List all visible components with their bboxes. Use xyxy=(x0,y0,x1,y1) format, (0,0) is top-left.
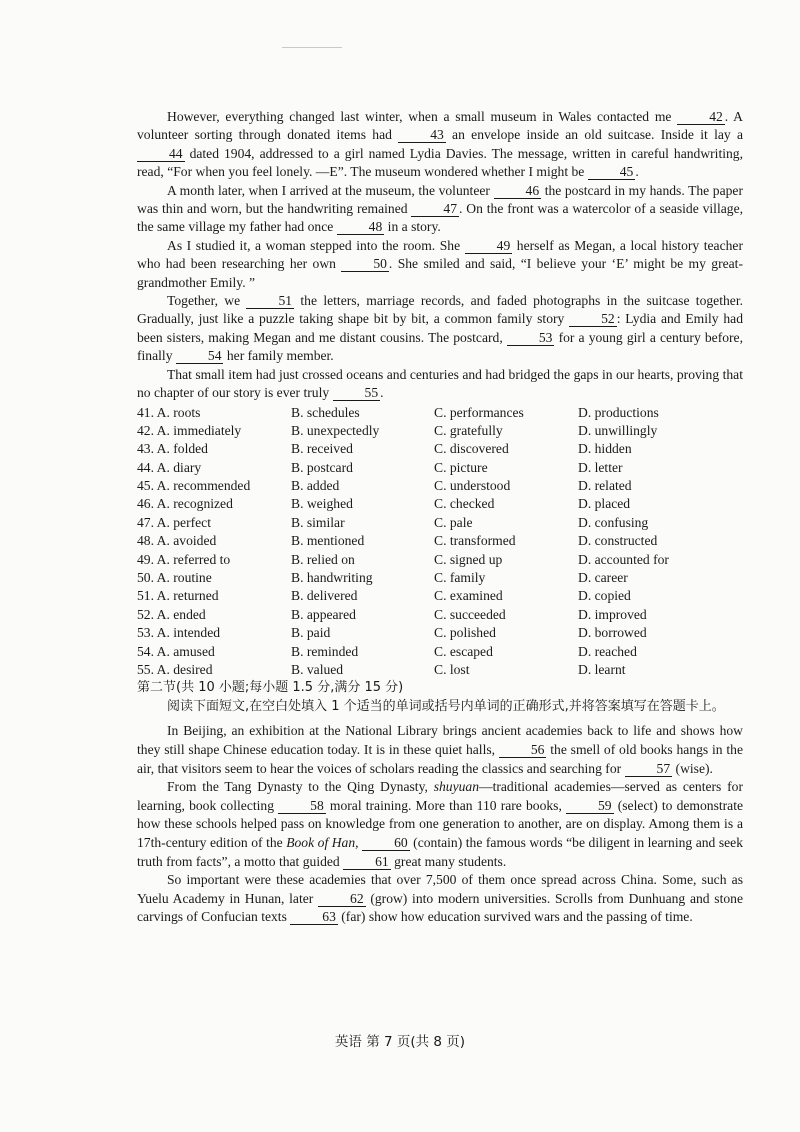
option-c: C. escaped xyxy=(434,643,493,659)
text: However, everything changed last winter, when a small museum in Wales contacted me xyxy=(167,109,678,124)
option-row xyxy=(137,440,743,458)
option-row xyxy=(137,404,743,422)
text: That small item had just crossed oceans and centuries and had bridged the gaps in our hearts, proving that no chapter of our story is ever truly xyxy=(137,366,743,401)
text: the postcard in my hands. The paper was thin and worn, but the handwriting remained xyxy=(137,182,743,217)
text: From the Tang Dynasty to the Qing Dynasty, xyxy=(167,779,434,795)
option-b: B. appeared xyxy=(291,606,356,622)
blank-51: 51 xyxy=(246,293,294,309)
grammar-paragraph-2 xyxy=(137,778,743,871)
blank-58: 58 xyxy=(278,798,326,814)
option-d: D. placed xyxy=(578,496,631,512)
option-c: C. discovered xyxy=(434,441,509,457)
option-a: 51. A. returned xyxy=(137,588,219,604)
text: dated 1904, addressed to a girl named Lydia Davies. The message, written in careful handwriting, read, “For when you feel lonely. —E”. The museum wondered whether I might be xyxy=(137,145,743,180)
text: her family member. xyxy=(223,348,334,364)
grammar-passage xyxy=(137,722,743,927)
blank-47: 47 xyxy=(411,201,459,217)
options-table xyxy=(137,404,743,680)
text: the smell of old books hangs in the air, that visitors seem to hear the voices of scholars reading the classics and searching for xyxy=(137,741,743,776)
text: great many students. xyxy=(390,853,507,869)
option-a: 49. A. referred to xyxy=(137,551,231,567)
option-a: 41. A. roots xyxy=(137,404,201,420)
blank-60: 60 xyxy=(362,835,410,851)
option-row xyxy=(137,661,743,679)
text: , xyxy=(355,834,363,850)
option-c: C. checked xyxy=(434,496,495,512)
text: an envelope inside an old suitcase. Inside it lay a xyxy=(445,127,743,143)
option-a: 42. A. immediately xyxy=(137,422,242,438)
option-row xyxy=(137,477,743,495)
blank-53: 53 xyxy=(507,330,555,346)
blank-46: 46 xyxy=(494,183,542,199)
option-b: B. paid xyxy=(291,625,331,641)
option-c: C. signed up xyxy=(434,551,503,567)
text: (far) show how education survived wars and the passing of time. xyxy=(337,909,693,925)
text: A month later, when I arrived at the museum, the volunteer xyxy=(167,182,494,198)
text: . xyxy=(380,385,384,401)
text: (grow) into modern universities. Scrolls from Dunhuang and stone carvings of Confucian texts xyxy=(137,890,743,925)
option-d: D. borrowed xyxy=(578,625,647,641)
option-d: D. productions xyxy=(578,404,659,420)
option-c: C. family xyxy=(434,570,486,586)
blank-63: 63 xyxy=(290,909,338,925)
option-c: C. transformed xyxy=(434,533,516,549)
blank-44: 44 xyxy=(137,146,185,162)
option-row xyxy=(137,643,743,661)
option-b: B. handwriting xyxy=(291,570,373,586)
section-instruction: 阅读下面短文,在空白处填入 1 个适当的单词或括号内单词的正确形式,并将答案填写在答题卡上。 xyxy=(167,698,725,714)
text: In Beijing, an exhibition at the National Library brings ancient academies back to life and shows how they still shape Chinese education today. It is in these quiet halls, xyxy=(137,723,743,757)
grammar-paragraph-3 xyxy=(137,871,743,927)
text: So important were these academies that over 7,500 of them once spread across China. Some, such as Yuelu Academy in Hunan, later xyxy=(137,872,743,906)
text: . A volunteer sorting through donated items had xyxy=(137,109,743,143)
option-row xyxy=(137,569,743,587)
option-a: 44. A. diary xyxy=(137,459,202,475)
cloze-paragraph-4 xyxy=(137,292,743,366)
blank-56: 56 xyxy=(499,742,547,758)
option-b: B. schedules xyxy=(291,404,360,420)
text: : Lydia and Emily had been sisters, making Megan and me distant cousins. The postcard, xyxy=(137,311,743,345)
option-b: B. received xyxy=(291,441,353,457)
option-b: B. added xyxy=(291,478,340,494)
top-rule xyxy=(282,47,342,48)
text: . xyxy=(635,164,639,180)
blank-45: 45 xyxy=(588,164,636,180)
option-b: B. unexpectedly xyxy=(291,422,380,438)
blank-61: 61 xyxy=(343,854,391,870)
blank-50: 50 xyxy=(341,256,389,272)
italic-title: Book of Han xyxy=(286,834,356,850)
option-a: 53. A. intended xyxy=(137,625,221,641)
option-b: B. relied on xyxy=(291,551,355,567)
text: (wise). xyxy=(672,760,713,776)
exam-page xyxy=(137,108,743,927)
blank-49: 49 xyxy=(465,238,513,254)
blank-55: 55 xyxy=(333,385,381,401)
option-row xyxy=(137,532,743,550)
option-a: 54. A. amused xyxy=(137,643,215,659)
option-b: B. delivered xyxy=(291,588,358,604)
option-row xyxy=(137,551,743,569)
option-d: D. constructed xyxy=(578,533,658,549)
option-row xyxy=(137,495,743,513)
text: . On the front was a watercolor of a seaside village, the same village my father had once xyxy=(137,201,743,235)
option-c: C. pale xyxy=(434,514,473,530)
blank-57: 57 xyxy=(625,761,673,777)
text: As I studied it, a woman stepped into the room. She xyxy=(167,237,465,253)
option-row xyxy=(137,606,743,624)
option-d: D. letter xyxy=(578,459,623,475)
option-c: C. lost xyxy=(434,661,470,677)
option-c: C. gratefully xyxy=(434,422,503,438)
blank-59: 59 xyxy=(566,798,614,814)
cloze-paragraph-3 xyxy=(137,237,743,292)
option-c: C. understood xyxy=(434,478,511,494)
text: for a young girl a century before, finally xyxy=(137,329,743,364)
blank-52: 52 xyxy=(569,311,617,327)
text: (contain) the famous words “be diligent in learning and seek truth from facts”, a motto that guided xyxy=(137,834,744,869)
option-row xyxy=(137,422,743,440)
option-c: C. succeeded xyxy=(434,606,506,622)
grammar-paragraph-1 xyxy=(137,722,743,778)
option-d: D. reached xyxy=(578,643,637,659)
text: —traditional academies—served as centers for learning, book collecting xyxy=(137,779,743,813)
blank-62: 62 xyxy=(318,891,366,907)
option-d: D. unwillingly xyxy=(578,422,658,438)
option-a: 47. A. perfect xyxy=(137,514,211,530)
text: (select) to demonstrate how these schools helped pass on knowledge from one generation to another, are on display. Among them is a 17th-century edition of the xyxy=(137,797,744,850)
page-footer: 英语 第 7 页(共 8 页) xyxy=(334,1034,466,1050)
option-row xyxy=(137,514,743,532)
option-b: B. similar xyxy=(291,514,345,530)
option-c: C. picture xyxy=(434,459,488,475)
option-c: C. performances xyxy=(434,404,524,420)
option-a: 43. A. folded xyxy=(137,441,208,457)
text: the letters, marriage records, and faded photographs in the suitcase together. Gradually, just like a puzzle taking shape bit by bit, a common family story xyxy=(137,293,743,327)
blank-43: 43 xyxy=(398,127,446,143)
option-d: D. confusing xyxy=(578,514,649,530)
option-d: D. career xyxy=(578,570,628,586)
option-c: C. polished xyxy=(434,625,496,641)
blank-42: 42 xyxy=(677,109,725,125)
option-d: D. accounted for xyxy=(578,551,669,567)
option-b: B. reminded xyxy=(291,643,359,659)
option-a: 45. A. recommended xyxy=(137,478,251,494)
option-row xyxy=(137,459,743,477)
cloze-paragraph-5 xyxy=(137,366,743,403)
option-a: 55. A. desired xyxy=(137,661,213,677)
blank-54: 54 xyxy=(176,348,224,364)
option-a: 50. A. routine xyxy=(137,570,212,586)
italic-term: shuyuan xyxy=(433,779,479,795)
option-c: C. examined xyxy=(434,588,503,604)
text: herself as Megan, a local history teacher who had been researching her own xyxy=(137,237,743,272)
text: in a story. xyxy=(384,219,441,235)
blank-48: 48 xyxy=(337,219,385,235)
option-b: B. valued xyxy=(291,661,344,677)
option-d: D. improved xyxy=(578,606,647,622)
option-b: B. weighed xyxy=(291,496,353,512)
option-a: 52. A. ended xyxy=(137,606,206,622)
option-d: D. learnt xyxy=(578,661,626,677)
option-a: 48. A. avoided xyxy=(137,533,217,549)
text: . She smiled and said, “I believe your ‘E’ might be my great-grandmother Emily. ” xyxy=(137,256,743,290)
text: Together, we xyxy=(167,293,247,309)
option-row xyxy=(137,624,743,642)
option-d: D. copied xyxy=(578,588,631,604)
option-row xyxy=(137,587,743,605)
text: moral training. More than 110 rare books, xyxy=(325,797,566,813)
cloze-paragraph-1 xyxy=(137,108,743,182)
option-d: D. hidden xyxy=(578,441,632,457)
option-b: B. postcard xyxy=(291,459,353,475)
option-d: D. related xyxy=(578,478,632,494)
option-a: 46. A. recognized xyxy=(137,496,233,512)
cloze-paragraph-2 xyxy=(137,182,743,237)
section-heading: 第二节(共 10 小题;每小题 1.5 分,满分 15 分) xyxy=(137,680,404,696)
option-b: B. mentioned xyxy=(291,533,365,549)
